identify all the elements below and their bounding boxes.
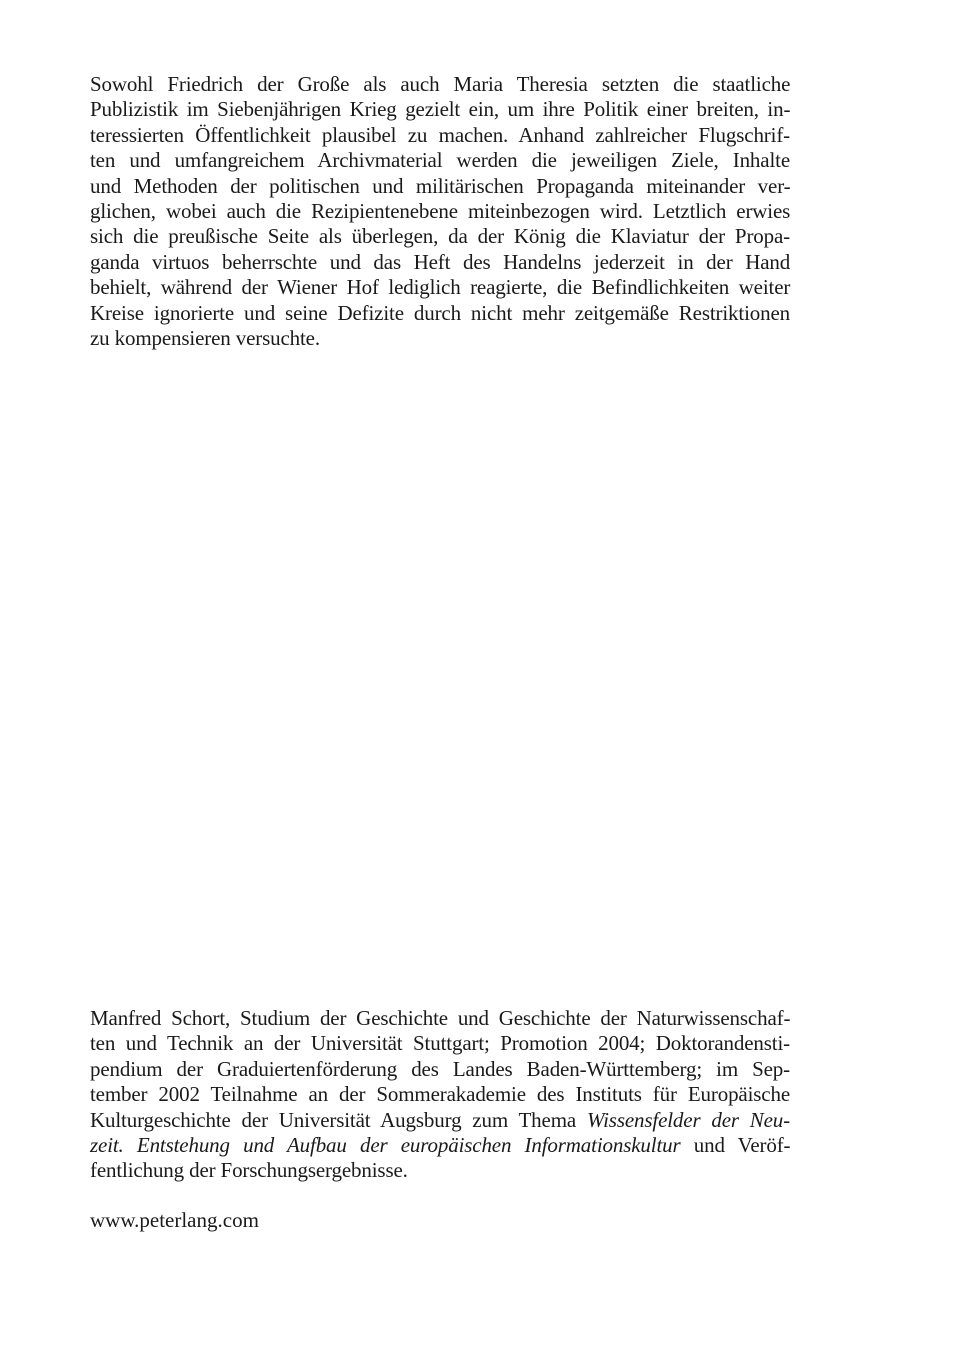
bio-line: fentlichung der Forschungsergebnisse.: [90, 1158, 408, 1183]
publisher-url[interactable]: www.peterlang.com: [90, 1208, 259, 1232]
abstract-line: sich die preußische Seite als überlegen, da der König die Klaviatur der Propa-: [90, 224, 790, 249]
abstract-line: teressierten Öffentlichkeit plausibel zu machen. Anhand zahlreicher Flugschrif-: [90, 122, 791, 147]
abstract-line: ten und umfangreichem Archivmaterial werden die jeweiligen Ziele, Inhalte: [90, 148, 790, 173]
abstract-line: ganda virtuos beherrschte und das Heft des Handelns jederzeit in der Hand: [90, 249, 791, 274]
bio-line: tember 2002 Teilnahme an der Sommerakademie des Instituts für Europäische: [90, 1082, 790, 1107]
abstract-line: Publizistik im Siebenjährigen Krieg gezielt ein, um ihre Politik einer breiten, in-: [90, 97, 791, 122]
bio-text: Kulturgeschichte der Universität Augsburg zum Thema: [90, 1107, 587, 1132]
bio-line: Manfred Schort, Studium der Geschichte und Geschichte der Naturwissenschaf-: [90, 1006, 791, 1030]
bio-line: ten und Technik an der Universität Stuttgart; Promotion 2004; Doktorandensti-: [90, 1031, 790, 1056]
abstract-line: zu kompensieren versuchte.: [90, 325, 320, 350]
abstract-line: behielt, während der Wiener Hof lediglich reagierte, die Befindlichkeiten weiter: [90, 275, 791, 300]
abstract-line: Kreise ignorierte und seine Defizite durch nicht mehr zeitgemäße Restriktionen: [90, 300, 790, 325]
abstract-line: Sowohl Friedrich der Große als auch Maria Theresia setzten die staatliche: [90, 72, 791, 96]
abstract-line: glichen, wobei auch die Rezipientenebene miteinbezogen wird. Letztlich erwies: [90, 198, 791, 223]
author-bio-paragraph: [90, 1006, 790, 1184]
abstract-paragraph: [90, 72, 790, 351]
bio-text: und Veröf-: [680, 1132, 791, 1157]
abstract-line: und Methoden der politischen und militärischen Propaganda miteinander ver-: [90, 173, 791, 198]
bio-line: pendium der Graduiertenförderung des Landes Baden-Württemberg; im Sep-: [90, 1056, 790, 1081]
seminar-title-italic: zeit. Entstehung und Aufbau der europäischen Informationskultur: [90, 1132, 681, 1157]
seminar-title-italic: Wissensfelder der Neu-: [586, 1107, 790, 1132]
bio-line: [90, 1108, 790, 1133]
bio-line: [90, 1133, 790, 1158]
